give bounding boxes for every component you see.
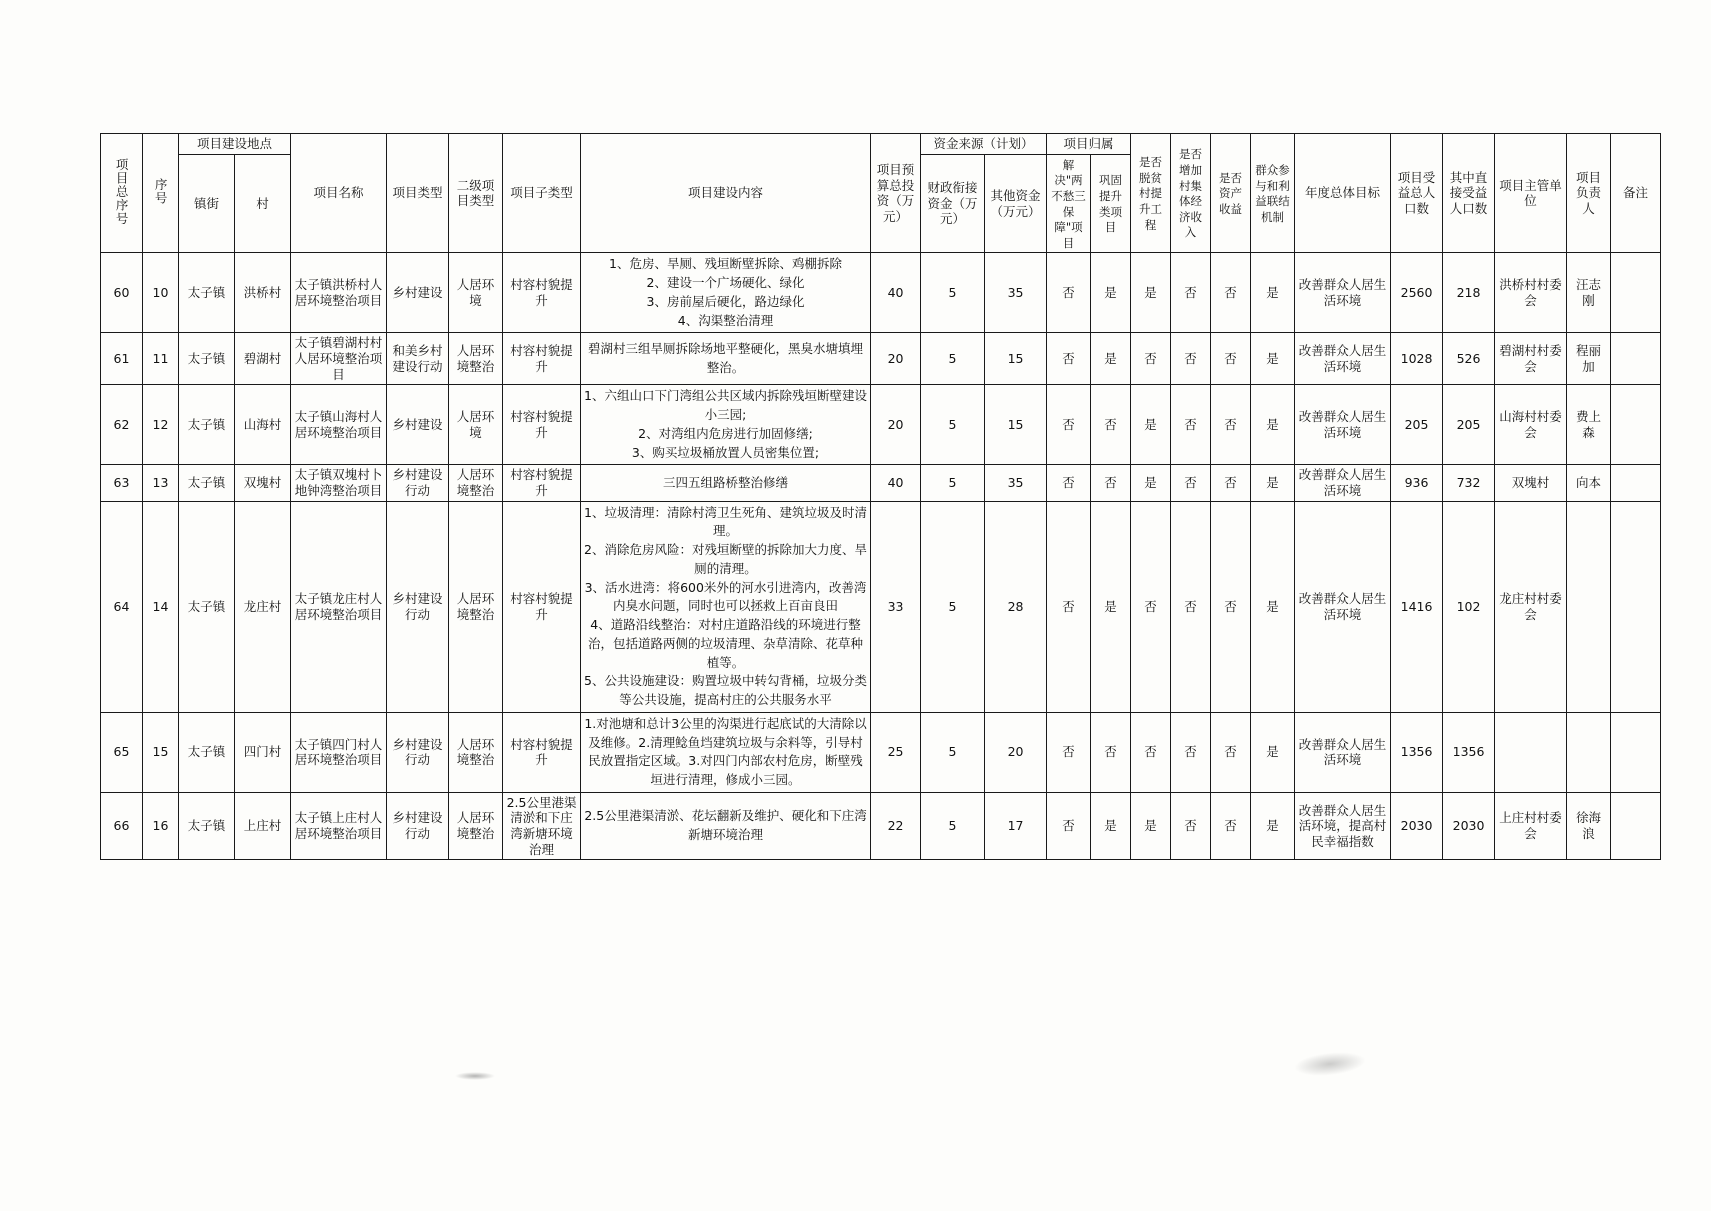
cell-tuopin: 是	[1131, 253, 1171, 333]
cell-mubiao: 改善群众人居生活环境	[1295, 333, 1391, 385]
cell-budget: 25	[871, 712, 921, 792]
cell-gonggu: 是	[1091, 792, 1131, 860]
cell-project-type2: 人居环境	[449, 253, 503, 333]
cell-content	[581, 712, 871, 792]
header-attribution-group: 项目归属	[1047, 134, 1131, 155]
cell-fuze: 向本	[1567, 465, 1611, 501]
cell-beizhu	[1611, 501, 1661, 712]
cell-project-subtype: 村容村貌提升	[503, 465, 581, 501]
cell-seq-total: 63	[101, 465, 143, 501]
cell-project-type2: 人居环境整治	[449, 501, 503, 712]
cell-project-name: 太子镇双塊村卜地钟湾整治项目	[291, 465, 387, 501]
cell-other: 28	[985, 501, 1047, 712]
cell-gonggu: 否	[1091, 385, 1131, 465]
cell-other: 35	[985, 253, 1047, 333]
cell-project-type: 乡村建设行动	[387, 465, 449, 501]
cell-jiti: 否	[1171, 465, 1211, 501]
cell-project-subtype: 村容村貌提升	[503, 333, 581, 385]
cell-beizhu	[1611, 333, 1661, 385]
cell-project-type: 乡村建设行动	[387, 712, 449, 792]
cell-fiscal: 5	[921, 792, 985, 860]
cell-qunzhong: 是	[1251, 253, 1295, 333]
cell-qunzhong: 是	[1251, 333, 1295, 385]
cell-seq-total: 64	[101, 501, 143, 712]
cell-zhijie: 732	[1443, 465, 1495, 501]
cell-other: 15	[985, 333, 1047, 385]
cell-fiscal: 5	[921, 712, 985, 792]
cell-beizhu	[1611, 253, 1661, 333]
cell-seq: 10	[143, 253, 179, 333]
cell-other: 17	[985, 792, 1047, 860]
cell-fiscal: 5	[921, 465, 985, 501]
cell-tuopin: 否	[1131, 501, 1171, 712]
cell-beizhu	[1611, 465, 1661, 501]
cell-gonggu: 是	[1091, 333, 1131, 385]
header-zhijie: 其中直接受益人口数	[1443, 134, 1495, 253]
cell-fiscal: 5	[921, 253, 985, 333]
cell-seq-total: 62	[101, 385, 143, 465]
cell-zhuguan: 上庄村村委会	[1495, 792, 1567, 860]
cell-san-bao: 否	[1047, 792, 1091, 860]
cell-town: 太子镇	[179, 385, 235, 465]
cell-zhijie: 526	[1443, 333, 1495, 385]
cell-shouyi: 1028	[1391, 333, 1443, 385]
cell-seq-total: 60	[101, 253, 143, 333]
header-fiscal: 财政衔接资金（万元）	[921, 154, 985, 253]
cell-zichan: 否	[1211, 501, 1251, 712]
header-village: 村	[235, 154, 291, 253]
cell-project-type: 和美乡村建设行动	[387, 333, 449, 385]
content-line: 2、消除危房风险：对残垣断壁的拆除加大力度、旱厕的清理。	[584, 542, 867, 576]
cell-seq-total: 61	[101, 333, 143, 385]
cell-fuze: 徐海浪	[1567, 792, 1611, 860]
cell-shouyi: 205	[1391, 385, 1443, 465]
cell-jiti: 否	[1171, 501, 1211, 712]
cell-jiti: 否	[1171, 253, 1211, 333]
header-zhuguan: 项目主管单位	[1495, 134, 1567, 253]
cell-content	[581, 385, 871, 465]
cell-zhijie: 102	[1443, 501, 1495, 712]
cell-jiti: 否	[1171, 792, 1211, 860]
cell-san-bao: 否	[1047, 253, 1091, 333]
cell-seq: 12	[143, 385, 179, 465]
cell-village: 洪桥村	[235, 253, 291, 333]
cell-qunzhong: 是	[1251, 501, 1295, 712]
table-row	[101, 385, 1661, 465]
cell-project-subtype: 村容村貌提升	[503, 501, 581, 712]
cell-project-type2: 人居环境	[449, 385, 503, 465]
cell-mubiao: 改善群众人居生活环境	[1295, 712, 1391, 792]
cell-other: 35	[985, 465, 1047, 501]
content-line: 5、公共设施建设：购置垃圾中转勾背桶，垃圾分类等公共设施，提高村庄的公共服务水平	[584, 673, 867, 707]
cell-tuopin: 是	[1131, 465, 1171, 501]
cell-zhijie: 218	[1443, 253, 1495, 333]
header-seq-total: 项目总序号	[101, 134, 143, 253]
content-line: 1.对池塘和总计3公里的沟渠进行起底试的大清除以及维修。2.清理鲶鱼垱建筑垃圾与余料等，引导村民放置指定区域。3.对四门内部农村危房，断壁残垣进行清理，修成小三园。	[584, 715, 867, 787]
cell-beizhu	[1611, 792, 1661, 860]
cell-content	[581, 333, 871, 385]
table-row	[101, 501, 1661, 712]
header-project-subtype: 项目子类型	[503, 134, 581, 253]
header-funding-group: 资金来源（计划）	[921, 134, 1047, 155]
cell-budget: 20	[871, 385, 921, 465]
header-beizhu: 备注	[1611, 134, 1661, 253]
cell-budget: 33	[871, 501, 921, 712]
cell-budget: 40	[871, 253, 921, 333]
cell-town: 太子镇	[179, 465, 235, 501]
project-table	[100, 133, 1661, 860]
cell-village: 碧湖村	[235, 333, 291, 385]
cell-budget: 40	[871, 465, 921, 501]
cell-seq: 15	[143, 712, 179, 792]
cell-project-type2: 人居环境整治	[449, 712, 503, 792]
cell-project-type: 乡村建设行动	[387, 501, 449, 712]
cell-village: 双塊村	[235, 465, 291, 501]
cell-other: 15	[985, 385, 1047, 465]
scan-artifact-left	[455, 1072, 495, 1080]
cell-village: 四门村	[235, 712, 291, 792]
cell-zhuguan: 山海村村委会	[1495, 385, 1567, 465]
content-line: 3、活水进湾：将600米外的河水引进湾内，改善湾内臭水问题，同时也可以拯救上百亩良田	[584, 579, 867, 614]
table-row	[101, 792, 1661, 860]
header-fuze: 项目负责人	[1567, 134, 1611, 253]
cell-san-bao: 否	[1047, 465, 1091, 501]
cell-fuze	[1567, 501, 1611, 712]
cell-zhuguan: 洪桥村村委会	[1495, 253, 1567, 333]
cell-qunzhong: 是	[1251, 712, 1295, 792]
cell-zichan: 否	[1211, 465, 1251, 501]
cell-content	[581, 465, 871, 501]
content-line: 2、对湾组内危房进行加固修缮;	[638, 425, 813, 441]
header-shouyi: 项目受益总人口数	[1391, 134, 1443, 253]
cell-town: 太子镇	[179, 501, 235, 712]
cell-town: 太子镇	[179, 333, 235, 385]
cell-project-type: 乡村建设行动	[387, 792, 449, 860]
cell-zichan: 否	[1211, 253, 1251, 333]
cell-fiscal: 5	[921, 333, 985, 385]
cell-mubiao: 改善群众人居生活环境	[1295, 385, 1391, 465]
cell-qunzhong: 是	[1251, 792, 1295, 860]
cell-seq-total: 66	[101, 792, 143, 860]
cell-shouyi: 1416	[1391, 501, 1443, 712]
cell-zichan: 否	[1211, 385, 1251, 465]
content-line: 3、购买垃圾桶放置人员密集位置;	[631, 444, 820, 460]
cell-project-type2: 人居环境整治	[449, 333, 503, 385]
header-zichan: 是否资产收益	[1211, 134, 1251, 253]
cell-zhuguan	[1495, 712, 1567, 792]
header-content: 项目建设内容	[581, 134, 871, 253]
cell-project-subtype: 村容村貌提升	[503, 712, 581, 792]
cell-other: 20	[985, 712, 1047, 792]
header-location-group: 项目建设地点	[179, 134, 291, 155]
cell-san-bao: 否	[1047, 333, 1091, 385]
content-line: 4、沟渠整治清理	[677, 312, 774, 328]
cell-tuopin: 否	[1131, 333, 1171, 385]
cell-seq: 13	[143, 465, 179, 501]
header-sanbao: 解决"两不愁三保障"项目	[1047, 154, 1091, 253]
header-gonggu: 巩固提升类项目	[1091, 154, 1131, 253]
cell-zichan: 否	[1211, 712, 1251, 792]
cell-shouyi: 2030	[1391, 792, 1443, 860]
header-seq: 序号	[143, 134, 179, 253]
cell-qunzhong: 是	[1251, 465, 1295, 501]
cell-seq-total: 65	[101, 712, 143, 792]
cell-town: 太子镇	[179, 253, 235, 333]
cell-project-name: 太子镇洪桥村人居环境整治项目	[291, 253, 387, 333]
cell-village: 上庄村	[235, 792, 291, 860]
header-project-type: 项目类型	[387, 134, 449, 253]
cell-town: 太子镇	[179, 792, 235, 860]
cell-zhuguan: 双塊村	[1495, 465, 1567, 501]
content-line: 1、垃圾清理：清除村湾卫生死角、建筑垃圾及时清理。	[584, 504, 867, 539]
content-line: 2、建设一个广场硬化、绿化	[646, 275, 805, 291]
cell-project-name: 太子镇山海村人居环境整治项目	[291, 385, 387, 465]
cell-jiti: 否	[1171, 385, 1211, 465]
cell-tuopin: 是	[1131, 792, 1171, 860]
cell-mubiao: 改善群众人居生活环境	[1295, 465, 1391, 501]
cell-content	[581, 253, 871, 333]
header-row-group	[101, 134, 1661, 155]
cell-zichan: 否	[1211, 333, 1251, 385]
cell-shouyi: 2560	[1391, 253, 1443, 333]
cell-project-type: 乡村建设	[387, 253, 449, 333]
cell-project-subtype: 村容村貌提升	[503, 253, 581, 333]
cell-village: 龙庄村	[235, 501, 291, 712]
cell-san-bao: 否	[1047, 501, 1091, 712]
cell-san-bao: 否	[1047, 712, 1091, 792]
content-line: 3、房前屋后硬化，路边绿化	[646, 293, 805, 309]
cell-budget: 22	[871, 792, 921, 860]
cell-seq: 11	[143, 333, 179, 385]
cell-project-name: 太子镇碧湖村村人居环境整治项目	[291, 333, 387, 385]
table-row	[101, 333, 1661, 385]
cell-san-bao: 否	[1047, 385, 1091, 465]
cell-shouyi: 936	[1391, 465, 1443, 501]
table-row	[101, 712, 1661, 792]
cell-project-name: 太子镇四门村人居环境整治项目	[291, 712, 387, 792]
content-line: 1、危房、旱厕、残垣断壁拆除、鸡棚拆除	[609, 256, 842, 272]
cell-project-type2: 人居环境整治	[449, 465, 503, 501]
cell-beizhu	[1611, 385, 1661, 465]
cell-content	[581, 501, 871, 712]
header-other: 其他资金（万元）	[985, 154, 1047, 253]
header-mubiao: 年度总体目标	[1295, 134, 1391, 253]
cell-fuze: 程丽加	[1567, 333, 1611, 385]
header-tuopin: 是否脱贫村提升工程	[1131, 134, 1171, 253]
cell-qunzhong: 是	[1251, 385, 1295, 465]
cell-fiscal: 5	[921, 385, 985, 465]
cell-mubiao: 改善群众人居生活环境	[1295, 253, 1391, 333]
cell-mubiao: 改善群众人居生活环境	[1295, 501, 1391, 712]
header-town: 镇街	[179, 154, 235, 253]
cell-project-name: 太子镇龙庄村人居环境整治项目	[291, 501, 387, 712]
cell-zhijie: 2030	[1443, 792, 1495, 860]
content-line: 碧湖村三组旱厕拆除场地平整硬化，黑臭水塘填埋整治。	[588, 341, 864, 375]
table-row	[101, 253, 1661, 333]
cell-zhuguan: 碧湖村村委会	[1495, 333, 1567, 385]
header-project-type2: 二级项目类型	[449, 134, 503, 253]
header-jiti: 是否增加村集体经济收入	[1171, 134, 1211, 253]
cell-beizhu	[1611, 712, 1661, 792]
cell-tuopin: 否	[1131, 712, 1171, 792]
cell-project-type: 乡村建设	[387, 385, 449, 465]
table-body	[101, 253, 1661, 860]
content-line: 4、道路沿线整治：对村庄道路沿线的环境进行整治，包括道路两侧的垃圾清理、杂草清除、花草种植等。	[588, 617, 864, 670]
cell-project-name: 太子镇上庄村人居环境整治项目	[291, 792, 387, 860]
cell-gonggu: 是	[1091, 253, 1131, 333]
cell-project-subtype: 2.5公里港渠清淤和下庄湾新塘环境治理	[503, 792, 581, 860]
cell-zichan: 否	[1211, 792, 1251, 860]
cell-seq: 16	[143, 792, 179, 860]
cell-mubiao: 改善群众人居生活环境，提高村民幸福指数	[1295, 792, 1391, 860]
scan-artifact-right	[1294, 1049, 1366, 1078]
cell-gonggu: 是	[1091, 501, 1131, 712]
cell-town: 太子镇	[179, 712, 235, 792]
cell-project-type2: 人居环境整治	[449, 792, 503, 860]
cell-project-subtype: 村容村貌提升	[503, 385, 581, 465]
cell-fuze: 汪志刚	[1567, 253, 1611, 333]
cell-content	[581, 792, 871, 860]
content-line: 1、六组山口下门湾组公共区域内拆除残垣断壁建设小三园;	[584, 388, 867, 422]
cell-zhijie: 205	[1443, 385, 1495, 465]
cell-village: 山海村	[235, 385, 291, 465]
header-budget: 项目预算总投资（万元）	[871, 134, 921, 253]
cell-shouyi: 1356	[1391, 712, 1443, 792]
content-line: 2.5公里港渠清淤、花坛翻新及维护、硬化和下庄湾新塘环境治理	[584, 808, 867, 842]
cell-tuopin: 是	[1131, 385, 1171, 465]
cell-seq: 14	[143, 501, 179, 712]
cell-fuze	[1567, 712, 1611, 792]
cell-gonggu: 否	[1091, 712, 1131, 792]
cell-gonggu: 否	[1091, 465, 1131, 501]
cell-zhuguan: 龙庄村村委会	[1495, 501, 1567, 712]
cell-fiscal: 5	[921, 501, 985, 712]
cell-jiti: 否	[1171, 333, 1211, 385]
cell-fuze: 费上森	[1567, 385, 1611, 465]
cell-jiti: 否	[1171, 712, 1211, 792]
table-header	[101, 134, 1661, 253]
table-row	[101, 465, 1661, 501]
content-line: 三四五组路桥整治修缮	[663, 474, 789, 490]
header-qunzhong: 群众参与和利益联结机制	[1251, 134, 1295, 253]
header-project-name: 项目名称	[291, 134, 387, 253]
cell-budget: 20	[871, 333, 921, 385]
project-table-sheet	[100, 133, 1649, 860]
cell-zhijie: 1356	[1443, 712, 1495, 792]
